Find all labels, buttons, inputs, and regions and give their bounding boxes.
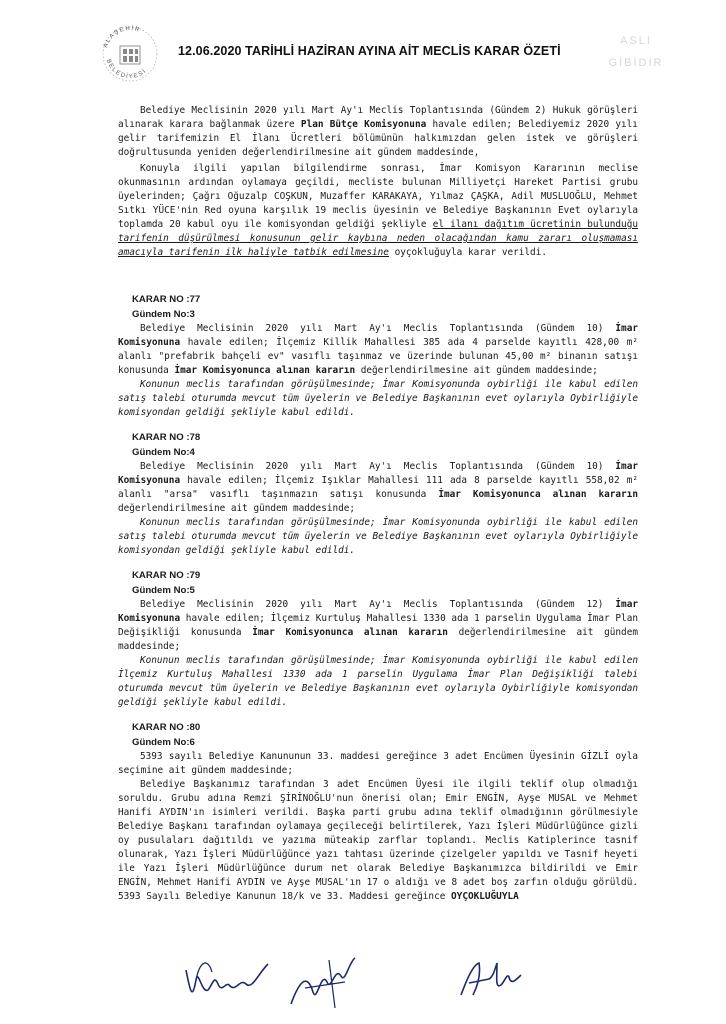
decision-77 [118,292,638,420]
decision-result: Konunun meclis tarafından görüşülmesinde; İmar Komisyonunda oybirliği ile kabul edilen satış talebi oturumda mevcut tüm üyelerin ve Belediye Başkanının evet oylarıyla Oybirliğiyle komisyondan geldiği şekliyle kabul edildi. [118,517,638,556]
decision-result: Belediye Başkanımız tarafından 3 adet Encümen Üyesi ile ilgili teklif olup olmadığı soruldu. Grubu adına Remzi ŞİRİNOĞLU'nun önerisi olan; Emir ENGİN, Ayşe MUSAL ve Mehmet Hanifi AYDIN'ın isimleri verildi. Başka parti grubu adına teklif olmadığının görülmesiyle Belediye Başkanı tarafından oylamaya geçileceği belirtilerek, Yazı İşleri Müdürlüğünce gizli oy pusulaları dağıtıldı ve yazıma müteakip zarflar toplandı. Meclis Katiplerince tasnif olunarak, Yazı İşleri Müdürlüğünce yazı tahtası üzerinde çizelgeler yapıldı ve Tasnif heyeti ile Yazı İşleri Müdürlüğünce durum net olarak Belediye Başkanımızca bildirildi ve Emir ENGİN, Mehmet Hanifi AYDIN ve Ayşe MUSAL'ın 17 o aldığı ve 8 adet boş zarfın olduğu görüldü. 5393 Sayılı Belediye Kanunun 18/k ve 33. Maddesi gereğince OYÇOKLUĞUYLA [118,779,638,902]
decision-number: KARAR NO :77 [132,294,201,305]
decision-number: KARAR NO :79 [132,570,201,581]
svg-text:BELEDİYESİ: BELEDİYESİ [104,58,149,81]
signature-1 [178,950,273,1010]
document-body [118,104,638,904]
decision-79 [118,568,638,710]
decision-80 [118,720,638,904]
faint-stamp: ASLI GİBİDİR [608,35,664,69]
page-title: 12.06.2020 TARİHLİ HAZİRAN AYINA AİT MECLİS KARAR ÖZETİ [178,44,561,58]
agenda-number: Gündem No:4 [132,447,195,458]
intro-paragraph-2: Konuyla ilgili yapılan bilgilendirme sonrası, İmar Komisyon Kararının meclise okunmasının ardından oylamaya geçildi, mecliste bulunan Milliyetçi Hareket Partisi grubu üyelerinden; Çağrı Oğuzalp COŞKUN, Muzaffer KARAKAYA, Yılmaz ÇAŞKA, Adil MUSLUOĞLU, Mehmet Sıtkı YÜCE'nin Red oyuna karşılık 19 meclis üyesinin ve Belediye Başkanının Evet oylarıyla toplamda 20 kabul oyu ile komisyondan geldiği şekliyle el ilanı dağıtım ücretinin bulunduğu tarifenin düşürülmesi konusunun gelir kaybına neden olacağından kamu zararı oluşmaması amacıyla tarifenin ilk haliyle tatbik edilmesine oyçokluğuyla karar verildi. [118,163,638,258]
decision-number: KARAR NO :80 [132,722,201,733]
decision-result: Konunun meclis tarafından görüşülmesinde; İmar Komisyonunda oybirliği ile kabul edilen satış talebi oturumda mevcut tüm üyelerin ve Belediye Başkanının evet oylarıyla Oybirliğiyle komisyondan geldiği şekliyle kabul edildi. [118,379,638,418]
agenda-number: Gündem No:3 [132,309,195,320]
decision-result: Konunun meclis tarafından görüşülmesinde; İmar Komisyonunda oybirliği ile kabul edilen İlçemiz Kurtuluş Mahallesi 1330 ada 1 parselin Uygulama İmar Plan Değişikliği talebi oturumda mevcut tüm üyelerin ve Belediye Başkanının evet oylarıyla Oybirliğiyle komisyondan geldiği şekliyle kabul edildi. [118,655,638,708]
agenda-number: Gündem No:5 [132,585,195,596]
svg-text:ALAŞEHİR: ALAŞEHİR [102,25,142,49]
municipality-seal-logo [98,20,162,84]
decision-78 [118,430,638,558]
signature-3 [455,955,535,1003]
decision-paragraph: Belediye Meclisinin 2020 yılı Mart Ay'ı Meclis Toplantısında (Gündem 12) İmar Komisyonuna havale edilen; İlçemiz Kurtuluş Mahallesi 1330 ada 1 parselin Uygulama İmar Plan Değişikliği konusunda İmar Komisyonunca alınan kararın değerlendirilmesine ait gündem maddesinde; [118,599,638,652]
decision-paragraph: Belediye Meclisinin 2020 yılı Mart Ay'ı Meclis Toplantısında (Gündem 10) İmar Komisyonuna havale edilen; İlçemiz Killik Mahallesi 385 ada 4 parselde kayıtlı 428,00 m² alanlı "prefabrik bahçeli ev" vasıflı taşınmaz ve üzerinde bulunan 45,00 m² binanın satışı konusunda İmar Komisyonunca alınan kararın değerlendirilmesine ait gündem maddesinde; [118,323,638,376]
decision-paragraph: 5393 sayılı Belediye Kanununun 33. maddesi gereğince 3 adet Encümen Üyesinin GİZLİ oyla seçimine ait gündem maddesinde; [118,751,638,776]
decision-paragraph: Belediye Meclisinin 2020 yılı Mart Ay'ı Meclis Toplantısında (Gündem 10) İmar Komisyonuna havale edilen; İlçemiz Işıklar Mahallesi 111 ada 8 parselde kayıtlı 558,02 m² alanlı "arsa" vasıflı taşınmazın satışı konusunda İmar Komisyonunca alınan kararın değerlendirilmesine ait gündem maddesinde; [118,461,638,514]
agenda-number: Gündem No:6 [132,737,195,748]
intro-paragraph-1: Belediye Meclisinin 2020 yılı Mart Ay'ı Meclis Toplantısında (Gündem 2) Hukuk görüşleri alınarak karara bağlanmak üzere Plan Bütçe Komisyonuna havale edilen; Belediyemiz 2020 yılı gelir tarifemizin El İlanı Ücretleri bölümünün halkımızdan gelen istek ve görüşleri doğrultusunda yeniden değerlendirilmesine ait gündem maddesinde, [118,105,638,158]
decision-number: KARAR NO :78 [132,432,201,443]
signature-2 [285,952,365,1012]
